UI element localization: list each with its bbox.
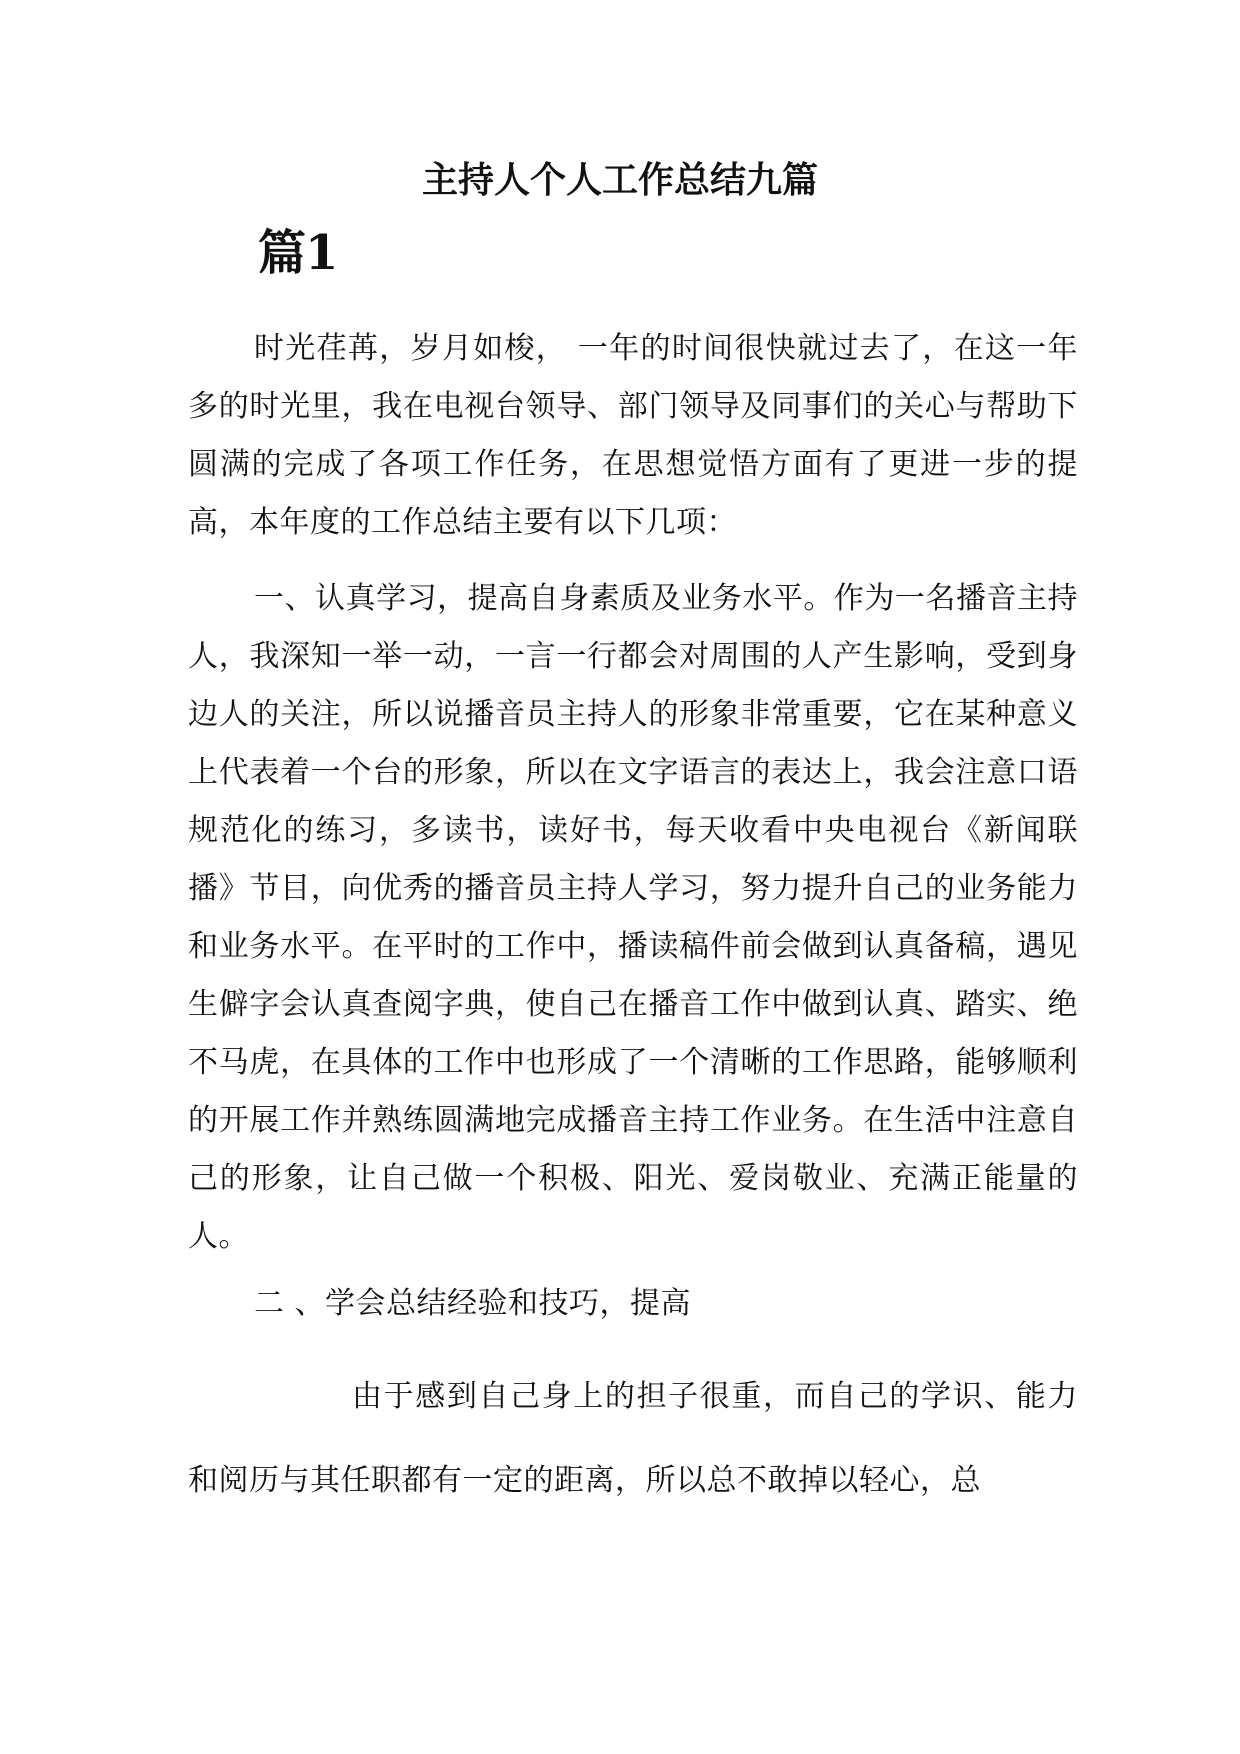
paragraph-summary-heading: 二 、学会总结经验和技巧，提高	[254, 1286, 692, 1321]
paragraph-study: 一、认真学习，提高自身素质及业务水平。作为一名播音主持人，我深知一举一动，一言一行都会对周围的人产生影响，受到身边人的关注，所以说播音员主持人的形象非常重要，它在某种意义上代表着一个台的形象，所以在文字语言的表达上，我会注意口语规范化的练习，多读书，读好书，每天收看中央电视台《新闻联播》节目，向优秀的播音员主持人学习，努力提升自己的业务能力和业务水平。在平时的工作中，播读稿件前会做到认真备稿，遇见生僻字会认真查阅字典，使自己在播音工作中做到认真、踏实、绝不马虎，在具体的工作中也形成了一个清晰的工作思路，能够顺利的开展工作并熟练圆满地完成播音主持工作业务。在生活中注意自己的形象，让自己做一个积极、阳光、爱岗敬业、充满正能量的人。	[188, 581, 1078, 1254]
document-title: 主持人个人工作总结九篇	[421, 159, 818, 201]
section-heading: 篇1	[258, 225, 338, 281]
paragraph-intro: 时光荏苒，岁月如梭， 一年的时间很快就过去了，在这一年多的时光里，我在电视台领导、部门领导及同事们的关心与帮助下圆满的完成了各项工作任务，在思想觉悟方面有了更进一步的提高，本年度的工作总结主要有以下几项：	[188, 331, 1078, 540]
paragraph-responsibility: 由于感到自己身上的担子很重，而自己的学识、能力和阅历与其任职都有一定的距离，所以总不敢掉以轻心，总	[188, 1379, 1078, 1498]
